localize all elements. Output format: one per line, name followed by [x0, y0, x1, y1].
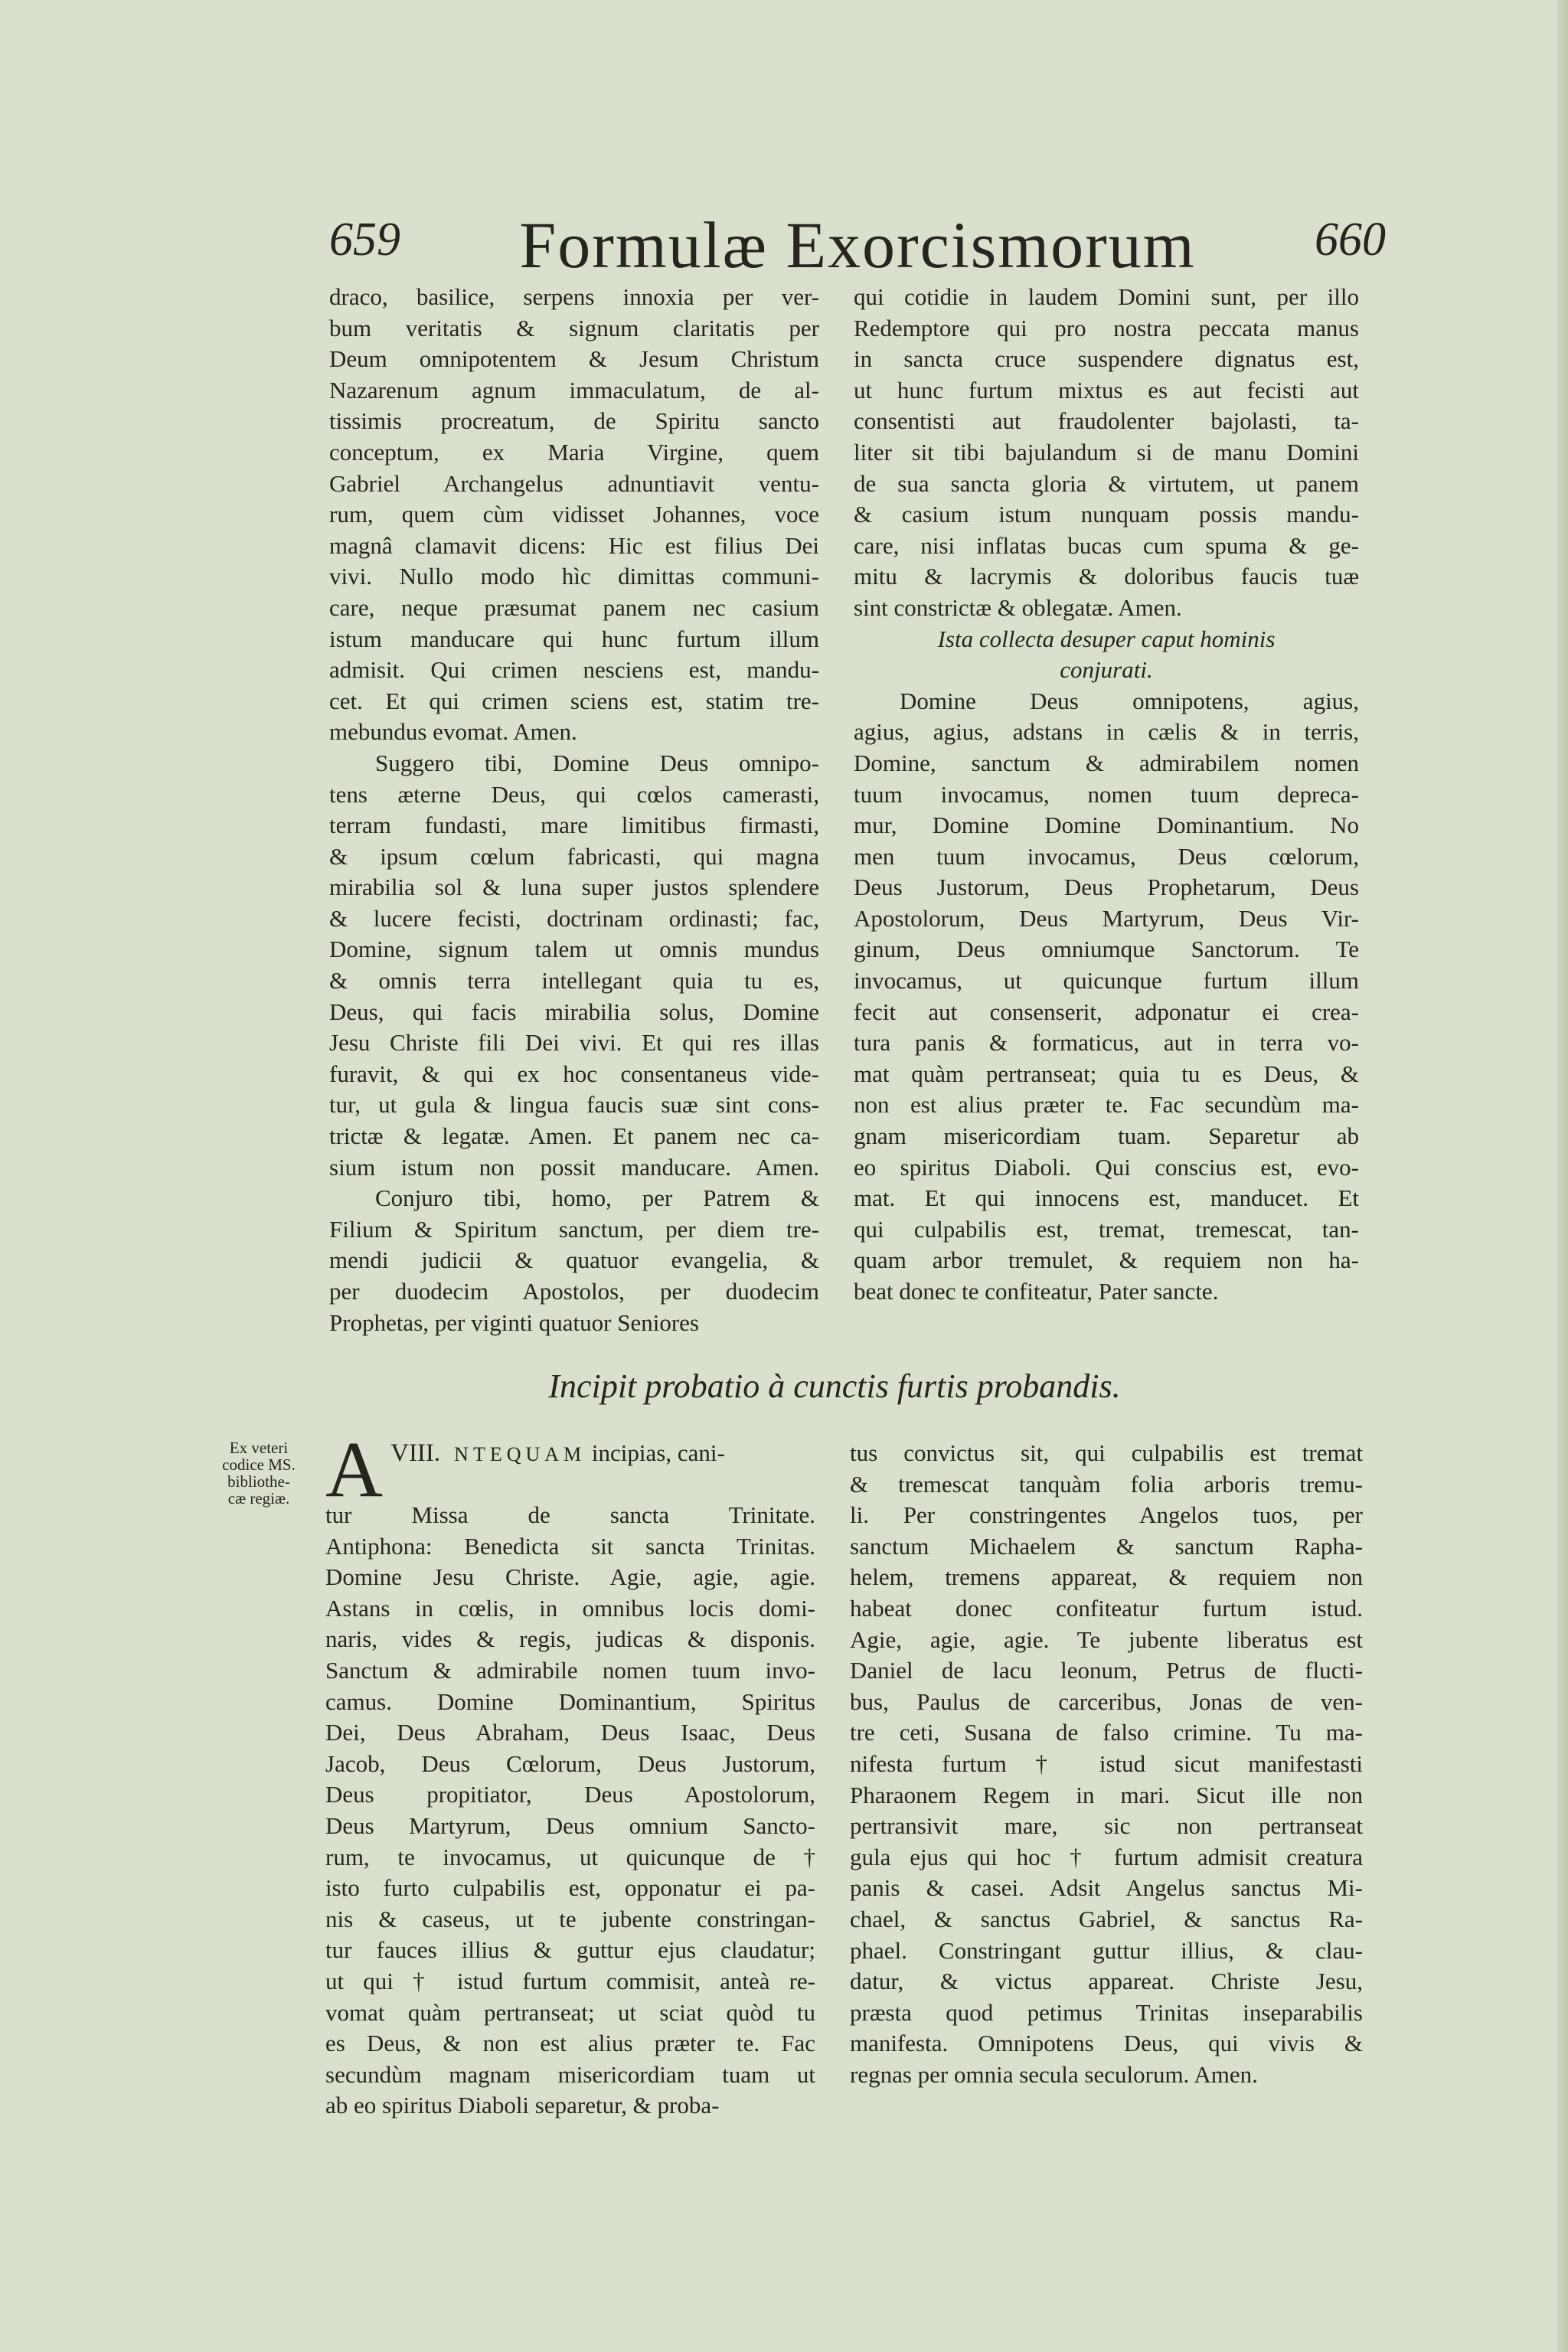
- text-line: phael. Constringant guttur illius, & clau-: [850, 1936, 1363, 1964]
- text-line: & ipsum cœlum fabricasti, qui magna: [329, 842, 819, 870]
- text-line: tens æterne Deus, qui cœlos camerasti,: [329, 780, 819, 808]
- text-line: mendi judicii & quatuor evangelia, &: [329, 1246, 819, 1274]
- text-line: Antiphona: Benedicta sit sancta Trinitas.: [325, 1532, 815, 1560]
- text-line: Pharaonem Regem in mari. Sicut ille non: [850, 1781, 1363, 1808]
- text-line: & omnis terra intellegant quia tu es,: [329, 967, 819, 995]
- text-line: Apostolorum, Deus Martyrum, Deus Vir-: [854, 904, 1359, 932]
- text-line: mitu & lacrymis & doloribus faucis tuæ: [854, 563, 1359, 590]
- text-line: care, nisi inflatas bucas cum spuma & ge-: [854, 531, 1359, 559]
- page-number-left: 659: [329, 214, 400, 266]
- text-line: admisit. Qui crimen nesciens est, mandu-: [329, 656, 819, 684]
- text-column-bottom-left: [325, 1426, 815, 2122]
- text-line: Deum omnipotentem & Jesum Christum: [329, 345, 819, 373]
- text-line: draco, basilice, serpens innoxia per ver-: [329, 283, 819, 310]
- drop-cap: A: [325, 1426, 384, 1514]
- text-line: Nazarenum agnum immaculatum, de al-: [329, 376, 819, 403]
- text-line: vomat quàm pertranseat; ut sciat quòd tu: [325, 1998, 815, 2026]
- text-line: gula ejus qui hoc † furtum admisit creatura: [850, 1843, 1363, 1870]
- first-line-rest: incipias, cani-: [586, 1439, 725, 1466]
- text-line: magnâ clamavit dicens: Hic est filius Dei: [329, 531, 819, 559]
- text-line: tur fauces illius & guttur ejus claudatur;: [325, 1936, 815, 1964]
- text-line: camus. Domine Dominantium, Spiritus: [325, 1687, 815, 1715]
- text-line: li. Per constringentes Angelos tuos, per: [850, 1501, 1363, 1529]
- page-number-right: 660: [1315, 214, 1386, 266]
- text-line: in sancta cruce suspendere dignatus est,: [854, 345, 1359, 373]
- text-line: Jacob, Deus Cœlorum, Deus Justorum,: [325, 1749, 815, 1777]
- text-line: mat. Et qui innocens est, manducet. Et: [854, 1184, 1359, 1212]
- text-line-first: [325, 1426, 815, 1514]
- text-line: Deus, qui facis mirabilia solus, Domine: [329, 998, 819, 1025]
- text-line: præsta quod petimus Trinitas inseparabilis: [850, 1998, 1363, 2026]
- text-line: gnam misericordiam tuam. Separetur ab: [854, 1122, 1359, 1150]
- text-line: Gabriel Archangelus adnuntiavit ventu-: [329, 469, 819, 497]
- text-line: mebundus evomat. Amen.: [329, 718, 577, 746]
- text-line: es Deus, & non est alius præter te. Fac: [325, 2030, 815, 2057]
- text-line: conjurati.: [1060, 656, 1153, 684]
- text-line: tissimis procreatum, de Spiritu sancto: [329, 407, 819, 435]
- text-line: mur, Domine Domine Dominantium. No: [854, 812, 1359, 839]
- text-line: furavit, & qui ex hoc consentaneus vide-: [329, 1060, 819, 1087]
- text-line: liter sit tibi bajulandum si de manu Domini: [854, 438, 1359, 466]
- text-line: Agie, agie, agie. Te jubente liberatus est: [850, 1625, 1363, 1653]
- section-title: Incipit probatio à cunctis furtis probandis.: [548, 1367, 1121, 1405]
- text-line: Filium & Spiritum sanctum, per diem tre-: [329, 1215, 819, 1243]
- text-line: nifesta furtum † istud sicut manifestasti: [850, 1749, 1363, 1777]
- text-line: consentisti aut fraudolenter bajolasti, ta-: [854, 407, 1359, 435]
- first-word-smallcaps: NTEQUAM: [454, 1443, 586, 1465]
- text-line: habeat donec confiteatur furtum istud.: [850, 1594, 1363, 1622]
- text-line: ab eo spiritus Diaboli separetur, & proba-: [325, 2092, 720, 2119]
- text-line: qui culpabilis est, tremat, tremescat, tan-: [854, 1215, 1359, 1243]
- margin-note: [205, 1439, 312, 1507]
- text-line: Suggero tibi, Domine Deus omnipo-: [375, 749, 819, 776]
- text-line: cet. Et qui crimen sciens est, statim tre-: [329, 687, 819, 714]
- text-line: Domine Jesu Christe. Agie, agie, agie.: [325, 1563, 815, 1591]
- text-line: Prophetas, per viginti quatuor Seniores: [329, 1308, 699, 1336]
- text-line: agius, agius, adstans in cælis & in terris,: [854, 718, 1359, 746]
- text-line: Jesu Christe fili Dei vivi. Et qui res illas: [329, 1029, 819, 1057]
- text-line: ut hunc furtum mixtus es aut fecisti aut: [854, 376, 1359, 403]
- text-line: Daniel de lacu leonum, Petrus de flucti-: [850, 1657, 1363, 1684]
- text-line: tre ceti, Susana de falso crimine. Tu ma-: [850, 1719, 1363, 1746]
- text-line: rum, te invocamus, ut quicunque de †: [325, 1843, 815, 1870]
- text-line: non est alius præter te. Fac secundùm ma-: [854, 1091, 1359, 1119]
- text-line: Deus propitiator, Deus Apostolorum,: [325, 1781, 815, 1808]
- text-line: qui cotidie in laudem Domini sunt, per illo: [854, 283, 1359, 310]
- text-line: secundùm magnam misericordiam tuam ut: [325, 2060, 815, 2088]
- text-line: manifesta. Omnipotens Deus, qui vivis &: [850, 2030, 1363, 2057]
- margin-note-line: cæ regiæ.: [227, 1489, 290, 1508]
- text-line: invocamus, ut quicunque furtum illum: [854, 967, 1359, 995]
- text-line: pertransivit mare, sic non pertranseat: [850, 1812, 1363, 1840]
- section-number: VIII.: [390, 1439, 441, 1467]
- text-line: ut qui † istud furtum commisit, anteà re-: [325, 1967, 815, 1994]
- text-line: mirabilia sol & luna super justos splendere: [329, 874, 819, 901]
- text-line: Ista collecta desuper caput hominis: [937, 625, 1276, 652]
- text-line: isto furto culpabilis est, opponatur ei pa-: [325, 1874, 815, 1902]
- text-line: per duodecim Apostolos, per duodecim: [329, 1278, 819, 1305]
- text-line: bum veritatis & signum claritatis per: [329, 314, 819, 341]
- text-line: terram fundasti, mare limitibus firmasti,: [329, 812, 819, 839]
- text-line: chael, & sanctus Gabriel, & sanctus Ra-: [850, 1905, 1363, 1932]
- text-line: tuum invocamus, nomen tuum depreca-: [854, 780, 1359, 808]
- text-line: helem, tremens appareat, & requiem non: [850, 1563, 1363, 1591]
- text-line: Redemptore qui pro nostra peccata manus: [854, 314, 1359, 341]
- text-line: Deus Martyrum, Deus omnium Sancto-: [325, 1811, 815, 1839]
- text-line: Dei, Deus Abraham, Deus Isaac, Deus: [325, 1719, 815, 1746]
- text-line: men tuum invocamus, Deus cœlorum,: [854, 842, 1359, 870]
- text-line: vivi. Nullo modo hìc dimittas communi-: [329, 563, 819, 590]
- margin-note-line: bibliothe-: [227, 1472, 290, 1491]
- text-line: regnas per omnia secula seculorum. Amen.: [850, 2060, 1258, 2088]
- text-line: bus, Paulus de carceribus, Jonas de ven-: [850, 1687, 1363, 1715]
- running-head: [329, 207, 1386, 291]
- text-line: tura panis & formaticus, aut in terra vo-: [854, 1029, 1359, 1057]
- text-line: de sua sancta gloria & virtutem, ut panem: [854, 469, 1359, 497]
- text-line: mat quàm pertranseat; quia tu es Deus, &: [854, 1060, 1359, 1087]
- text-line: trictæ & legatæ. Amen. Et panem nec ca-: [329, 1122, 819, 1150]
- text-line: datur, & victus appareat. Christe Jesu,: [850, 1968, 1363, 1995]
- text-line: Conjuro tibi, homo, per Patrem &: [375, 1184, 819, 1212]
- text-line: beat donec te confiteatur, Pater sancte.: [854, 1278, 1219, 1305]
- page-title: Formulæ Exorcismorum: [519, 208, 1196, 282]
- text-line: sanctum Michaelem & sanctum Rapha-: [850, 1532, 1363, 1560]
- text-line: Domine, sanctum & admirabilem nomen: [854, 749, 1359, 776]
- text-line: & tremescat tanquàm folia arboris tremu-: [850, 1470, 1363, 1498]
- text-line: sint constrictæ & oblegatæ. Amen.: [854, 593, 1182, 621]
- text-line: care, neque præsumat panem nec casium: [329, 593, 819, 621]
- text-line: Domine, signum talem ut omnis mundus: [329, 936, 819, 963]
- text-line: tur, ut gula & lingua faucis suæ sint cons-: [329, 1091, 819, 1119]
- text-line: eo spiritus Diaboli. Qui conscius est, evo-: [854, 1153, 1359, 1181]
- text-line: quam arbor tremulet, & requiem non ha-: [854, 1246, 1359, 1274]
- text-line: Sanctum & admirabile nomen tuum invo-: [325, 1656, 815, 1684]
- page-edge: [1557, 0, 1568, 2352]
- text-line: Domine Deus omnipotens, agius,: [900, 687, 1359, 714]
- text-line: naris, vides & regis, judicas & disponis.: [325, 1625, 815, 1653]
- text-line: istum manducare qui hunc furtum illum: [329, 625, 819, 652]
- text-column-bottom-right: [850, 1438, 1363, 2090]
- text-line: nis & caseus, ut te jubente constringan-: [325, 1905, 815, 1932]
- text-line: ginum, Deus omniumque Sanctorum. Te: [854, 936, 1359, 963]
- text-line: fecit aut consenserit, adponatur ei crea-: [854, 998, 1359, 1025]
- text-column-top-right: [854, 282, 1359, 1308]
- text-line: & casium istum nunquam possis mandu-: [854, 501, 1359, 528]
- text-line: panis & casei. Adsit Angelus sanctus Mi-: [850, 1874, 1363, 1902]
- text-line: sium istum non possit manducare. Amen.: [329, 1153, 819, 1181]
- text-line: tus convictus sit, qui culpabilis est tremat: [850, 1439, 1363, 1466]
- text-column-top-left: [329, 282, 819, 1338]
- text-line: Deus Justorum, Deus Prophetarum, Deus: [854, 874, 1359, 901]
- margin-note-line: Ex veteri: [229, 1439, 289, 1457]
- text-line: & lucere fecisti, doctrinam ordinasti; fac,: [329, 904, 819, 932]
- text-line: conceptum, ex Maria Virgine, quem: [329, 438, 819, 466]
- text-line: tur Missa de sancta Trinitate.: [325, 1501, 815, 1528]
- margin-note-line: codice MS.: [222, 1455, 296, 1474]
- text-line: Astans in cœlis, in omnibus locis domi-: [325, 1594, 815, 1622]
- text-line: rum, quem cùm vidisset Johannes, voce: [329, 501, 819, 528]
